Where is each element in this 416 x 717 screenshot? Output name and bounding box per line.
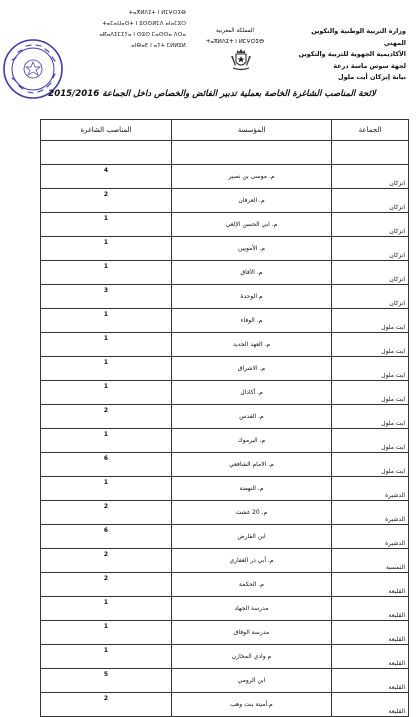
commune-cell: التمسية	[332, 549, 409, 573]
table-header-row	[41, 120, 409, 141]
column-header-vacancies: المناصب الشاغرة	[41, 120, 172, 141]
institution-cell: م. الامام الشافعي	[172, 453, 332, 477]
vacancies-cell: 1	[41, 597, 172, 621]
institution-cell: م. 20 غشت	[172, 501, 332, 525]
table-row	[41, 645, 409, 669]
header-left-line: ⴰⵏⴱⴰⴹ ⵏ ⴰⵢⵜ ⵎⵍⵍⵓⵍ	[131, 43, 186, 49]
table-row	[41, 405, 409, 429]
commune-cell: القليعة	[332, 573, 409, 597]
table-row	[41, 357, 409, 381]
vacancies-cell: 2	[41, 405, 172, 429]
commune-cell: الدشيرة	[332, 477, 409, 501]
institution-cell: م. ابي الحسن الإلغي	[172, 213, 332, 237]
commune-cell: انزكان	[332, 285, 409, 309]
header-left-line: ⵜⴰⴳⵍⴷⵉⵜ ⵏ ⵍⵎⵖⵔⵉⴱ	[128, 10, 186, 16]
vacancies-cell: 1	[41, 477, 172, 501]
table-cell	[172, 141, 332, 165]
institution-cell: ابن الرومي	[172, 669, 332, 693]
institution-cell: م. العهد الجديد	[172, 333, 332, 357]
table-row	[41, 429, 409, 453]
institution-cell: م. الأمويين	[172, 237, 332, 261]
vacancies-cell: 1	[41, 429, 172, 453]
header-right-line: نيابة إنزكان أيت ملول	[338, 73, 406, 81]
commune-cell: انزكان	[332, 261, 409, 285]
table-spacer-row	[41, 141, 409, 165]
commune-cell: انزكان	[332, 237, 409, 261]
header-right-line: الأكاديمية الجهوية للتربية والتكوين	[298, 50, 406, 58]
commune-cell: انزكان	[332, 189, 409, 213]
table-row	[41, 597, 409, 621]
institution-cell: م. أبي ذر الغفاري	[172, 549, 332, 573]
vacancies-cell: 1	[41, 621, 172, 645]
vacancies-cell: 2	[41, 549, 172, 573]
commune-cell: ايت ملول	[332, 381, 409, 405]
vacancies-cell: 5	[41, 669, 172, 693]
commune-cell: الدشيرة	[332, 525, 409, 549]
vacancies-cell: 2	[41, 189, 172, 213]
moroccan-coat-of-arms-icon	[229, 48, 253, 72]
table-body	[41, 165, 409, 717]
vacancies-cell: 1	[41, 357, 172, 381]
table-row	[41, 309, 409, 333]
commune-cell: ايت ملول	[332, 333, 409, 357]
header-kingdom-block	[195, 26, 275, 48]
institution-cell: م. العرفان	[172, 189, 332, 213]
vacancies-cell: 2	[41, 693, 172, 717]
header-ministry-block	[288, 26, 406, 84]
header-mid-line: ⵜⴰⴳⵍⴷⵉⵜ ⵏ ⵍⵎⵖⵔⵉⴱ	[205, 39, 265, 45]
commune-cell: القليعة	[332, 645, 409, 669]
vacancies-cell: 6	[41, 525, 172, 549]
table-row	[41, 261, 409, 285]
table-row	[41, 333, 409, 357]
vacancies-cell: 1	[41, 333, 172, 357]
institution-cell: م. القدس	[172, 405, 332, 429]
document-title: لائحة المناصب الشاغرة الخاصة بعملية تدبير الفائض والخصاص داخل الجماعة 2015/2016	[48, 89, 376, 99]
commune-cell: انزكان	[332, 165, 409, 189]
commune-cell: ايت ملول	[332, 357, 409, 381]
header-right-line: وزارة التربية الوطنية والتكوين المهني	[311, 27, 406, 47]
table-cell	[41, 141, 172, 165]
vacancies-cell: 1	[41, 237, 172, 261]
vacancies-cell: 4	[41, 165, 172, 189]
vacancies-cell: 6	[41, 453, 172, 477]
table-row	[41, 693, 409, 717]
vacancies-cell: 1	[41, 213, 172, 237]
table-row	[41, 525, 409, 549]
commune-cell: القليعة	[332, 621, 409, 645]
institution-cell: م. موسى بن نصير	[172, 165, 332, 189]
vacancies-cell: 1	[41, 261, 172, 285]
header-mid-line: المملكة المغربية	[216, 28, 254, 34]
commune-cell: انزكان	[332, 213, 409, 237]
institution-cell: م. الوفاء	[172, 309, 332, 333]
table-row	[41, 477, 409, 501]
institution-cell: م.أمينة بنت وهب	[172, 693, 332, 717]
header-tifinagh-block	[66, 8, 186, 52]
commune-cell: ايت ملول	[332, 429, 409, 453]
table-row	[41, 669, 409, 693]
institution-cell: مدرسة الوفاق	[172, 621, 332, 645]
column-header-commune: الجماعة	[332, 120, 409, 141]
commune-cell: القليعة	[332, 669, 409, 693]
table-cell	[332, 141, 409, 165]
vacancies-cell: 1	[41, 381, 172, 405]
institution-cell: م. الاشراق	[172, 357, 332, 381]
header-left-line: ⴰⴽⴰⴷⵉⵎⵉⵢⴰ ⵏ ⵙⵓⵙ ⵎⴰⵙⵙⴰ ⴷⵔⴰ	[99, 32, 186, 38]
institution-cell: م. الحكمة	[172, 573, 332, 597]
institution-cell: م الوحدة	[172, 285, 332, 309]
institution-cell: م. أكادال	[172, 381, 332, 405]
vacancies-cell: 2	[41, 501, 172, 525]
institution-cell: م وادي المخازن	[172, 645, 332, 669]
table-row	[41, 213, 409, 237]
institution-cell: ابن الفارض	[172, 525, 332, 549]
institution-cell: م. الآفاق	[172, 261, 332, 285]
table-row	[41, 501, 409, 525]
vacancies-cell: 3	[41, 285, 172, 309]
column-header-institution: المؤسسة	[172, 120, 332, 141]
header-left-line: ⵜⴰⵎⴰⵡⴰⵙⵜ ⵏ ⵓⵙⵙⵍⵎⴷ ⴰⵏⴰⵎⵓⵔ	[102, 21, 186, 27]
institution-cell: م. النهضة	[172, 477, 332, 501]
commune-cell: القليعة	[332, 597, 409, 621]
header-right-line: لجهة سوس ماسة درعة	[333, 61, 406, 70]
commune-cell: ايت ملول	[332, 405, 409, 429]
commune-cell: ايت ملول	[332, 309, 409, 333]
commune-cell: القليعة	[332, 693, 409, 717]
vacancies-cell: 1	[41, 645, 172, 669]
institution-cell: م. اليرموك	[172, 429, 332, 453]
table-row	[41, 189, 409, 213]
table-row	[41, 549, 409, 573]
table-row	[41, 381, 409, 405]
institution-cell: مدرسة الجهاد	[172, 597, 332, 621]
table-row	[41, 453, 409, 477]
vacancies-cell: 1	[41, 309, 172, 333]
table-row	[41, 237, 409, 261]
vacancies-table	[40, 119, 409, 717]
commune-cell: الدشيرة	[332, 501, 409, 525]
table-row	[41, 621, 409, 645]
vacancies-cell: 2	[41, 573, 172, 597]
table-row	[41, 165, 409, 189]
commune-cell: ايت ملول	[332, 453, 409, 477]
table-row	[41, 285, 409, 309]
